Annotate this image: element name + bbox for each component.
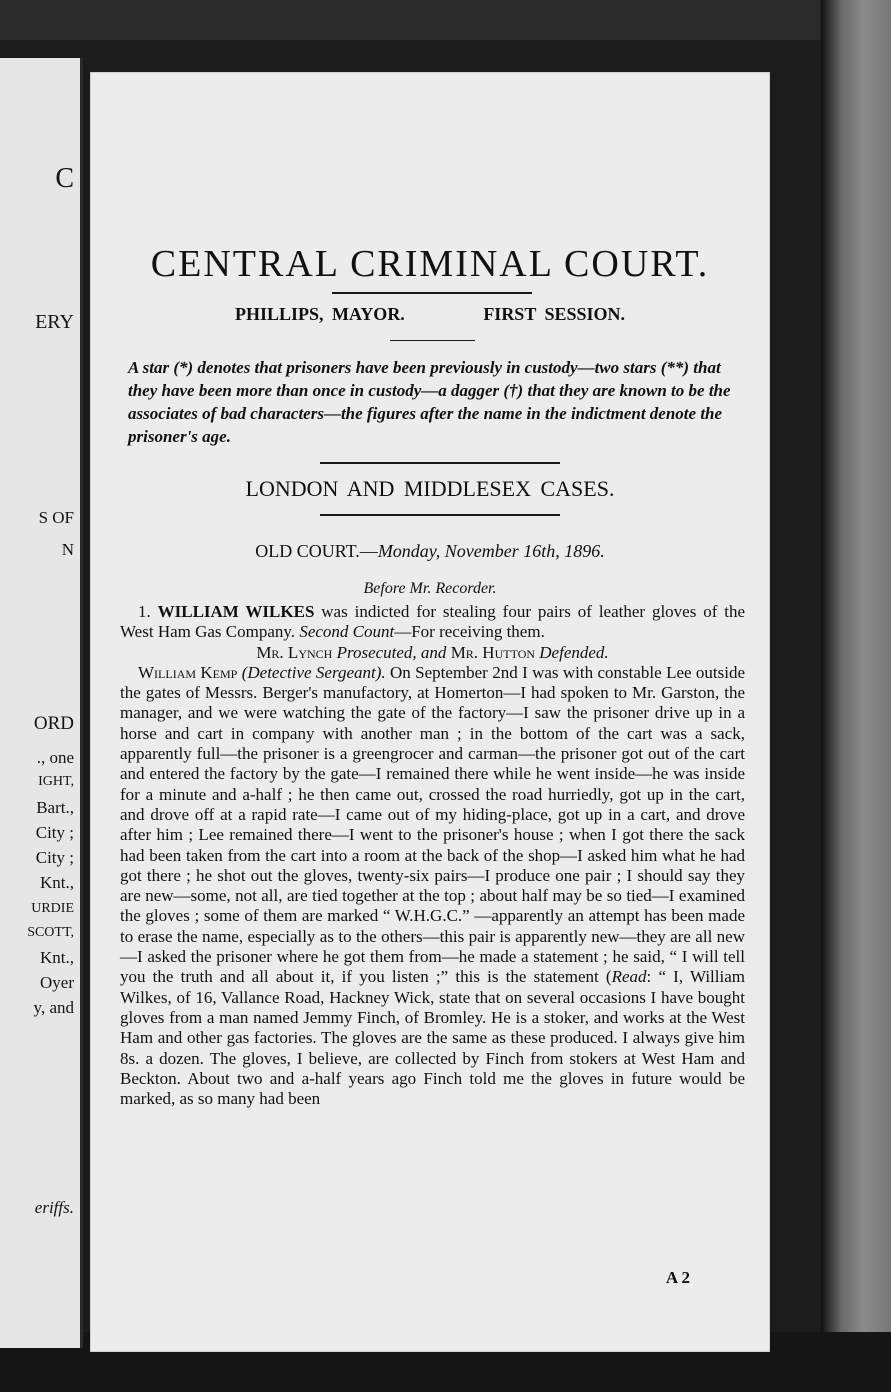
case-paragraph [120, 602, 745, 643]
left-fragment: ORD [33, 713, 74, 734]
witness-name: William Kemp [138, 662, 238, 682]
left-fragment: SCOTT, [27, 925, 74, 940]
session-line [90, 304, 770, 325]
page-signature-mark: A 2 [665, 1268, 690, 1287]
session-rule [390, 340, 475, 341]
left-fragment: N [61, 540, 74, 559]
document-page [90, 72, 770, 1352]
left-fragment: City ; [35, 848, 74, 867]
left-fragment: Knt., [40, 873, 74, 892]
scan-right-border [821, 0, 891, 1392]
court-heading [90, 541, 770, 562]
left-fragment: City ; [35, 823, 74, 842]
before-line: Before Mr. Recorder. [363, 580, 497, 597]
left-page-fragment [0, 58, 83, 1348]
left-fragment: ., one [36, 748, 74, 767]
statement-text: : “ I, William Wilkes, of 16, Vallance Road, Hackney Wick, state that on several occasions I have bought gloves from a man named Jemmy Finch, of Bromley. He is a stoker, and works at the West Ham and other gas factories. The gloves are the same as these produced. I always give him 8s. a dozen. The gloves, I believe, are collected by Finch from stokers at West Ham and Beckton. About two and a-half years ago Finch told me the gloves in future would be marked, as so many had been [120, 967, 745, 1109]
charge-text-rest: —For receiving them. [394, 622, 545, 642]
section-rule-top [320, 462, 560, 464]
left-fragment: Knt., [40, 948, 74, 967]
defendant-name: WILLIAM WILKES [157, 602, 315, 621]
court-name: OLD COURT.— [255, 541, 378, 561]
scan-top-border [0, 0, 891, 40]
left-fragment: y, and [33, 998, 74, 1017]
page-title: CENTRAL CRIMINAL COURT. [150, 243, 710, 285]
testimony-paragraph [120, 663, 745, 1110]
court-date: Monday, November 16th, 1896. [377, 541, 605, 561]
left-fragment: eriffs. [34, 1198, 74, 1217]
left-fragment: URDIE [31, 901, 74, 916]
witness-role: (Detective Sergeant). [237, 662, 386, 682]
prosecuted-label: Prosecuted, and [332, 642, 451, 662]
left-fragment: Bart., [36, 798, 74, 817]
prosecutor-name: Mr. Lynch [256, 642, 333, 662]
counsel-line [120, 643, 745, 663]
second-count-label: Second Count [299, 622, 395, 642]
testimony-text: On September 2nd I was with constable Lee outside the gates of Messrs. Berger's manufactory, at Homerton—I had spoken to Mr. Garston, the manager, and we were watching the gate of the factory—I saw the prisoner drive up in a horse and cart in company with another man ; in the bottom of the cart was a sack, apparently full—the prisoner is a greengrocer and carman—the prisoner got out of the cart and entered the factory by the gate—I remained there while he went inside—he was inside for a minute and a-half ; he then came out, crossed the road hurriedly, got up in the cart, and drove off at a rapid rate—I came out of my hiding-place, got up in a cart, and drove after him ; Lee remained there—I went to the prisoner's house ; when I got there the sack had been taken from the cart into a room at the back of the shop—I asked him what he had got there ; he shot out the gloves, twenty-six pairs—I produce one pair ; I should say they are new—some, not all, are tied together at the top ; about half may be so tied—I examined the gloves ; some of them are marked “ W.H.G.C.” —apparently an attempt has been made to erase the name, especially as to the others—this pair is apparently new—they are all new—I asked the prisoner where he got them from—he made a statement ; he said, “ I will tell you the truth and all about it, if you listen ;” this is the statement ( [120, 662, 746, 987]
case-number: 1. [138, 602, 158, 621]
title-rule [332, 292, 532, 294]
section-rule-bottom [320, 514, 560, 516]
case-body [120, 602, 745, 1109]
read-label: Read [611, 967, 647, 987]
left-fragment: Oyer [40, 973, 74, 992]
mayor-label: PHILLIPS, MAYOR. [234, 304, 405, 324]
custody-notice: A star (*) denotes that prisoners have been previously in custody—two stars (**) that they have been more than once in custody—a dagger (†) that they are known to be the associates of bad characters—the figures after the name in the indictment denote the prisoner's age. [128, 358, 731, 446]
left-fragment: ERY [35, 311, 74, 333]
left-fragment: C [55, 163, 74, 194]
left-fragment: IGHT, [38, 774, 74, 789]
left-fragment: S OF [38, 508, 74, 527]
session-label: FIRST SESSION. [483, 304, 626, 324]
defender-name: Mr. Hutton [450, 642, 536, 662]
section-heading: LONDON AND MIDDLESEX CASES. [245, 476, 615, 501]
defended-label: Defended. [535, 642, 609, 662]
charge-text: was indicted for stealing four pairs of leather gloves of the West Ham Gas Company. [120, 602, 746, 642]
